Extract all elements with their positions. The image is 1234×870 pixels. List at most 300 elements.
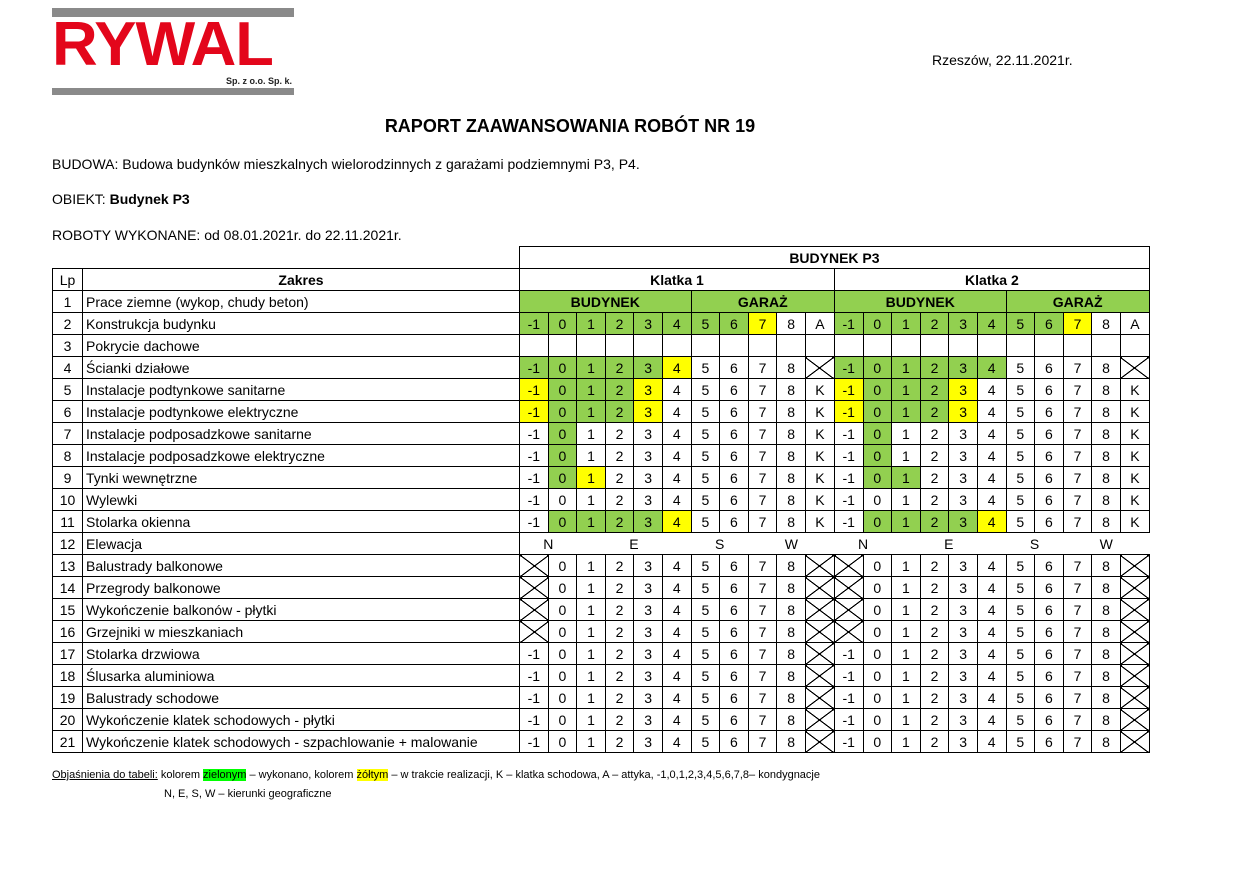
table-row: [53, 445, 1150, 467]
floor-cell: 4: [977, 599, 1006, 621]
row-zakres: Wykończenie klatek schodowych - szpachlowanie + malowanie: [83, 731, 520, 753]
floor-cell: 8: [1092, 665, 1121, 687]
empty-cell: [920, 335, 949, 357]
row-zakres: Przegrody balkonowe: [83, 577, 520, 599]
row-lp: 10: [53, 489, 83, 511]
floor-cell: 5: [1006, 313, 1035, 335]
header-lp: Lp: [53, 269, 83, 291]
floor-cell: 4: [662, 313, 691, 335]
row-lp: 6: [53, 401, 83, 423]
crossed-cell: [1120, 709, 1149, 731]
empty-cell: [892, 335, 921, 357]
floor-cell: 5: [1006, 489, 1035, 511]
floor-cell: 3: [949, 401, 978, 423]
header-klatka-2: Klatka 2: [834, 269, 1149, 291]
floor-cell: 1: [892, 467, 921, 489]
floor-cell: 5: [691, 467, 720, 489]
floor-cell: 0: [548, 313, 577, 335]
floor-cell: 6: [1035, 599, 1064, 621]
row-zakres: Tynki wewnętrzne: [83, 467, 520, 489]
floor-cell: K: [1120, 467, 1149, 489]
floor-cell: K: [1120, 423, 1149, 445]
floor-cell: 0: [863, 577, 892, 599]
floor-cell: -1: [834, 401, 863, 423]
floor-cell: 8: [1092, 511, 1121, 533]
row-lp: 5: [53, 379, 83, 401]
crossed-cell: [834, 577, 863, 599]
floor-cell: 5: [1006, 511, 1035, 533]
floor-cell: 4: [977, 643, 1006, 665]
floor-cell: 2: [920, 599, 949, 621]
row-lp: 16: [53, 621, 83, 643]
floor-cell: 5: [691, 401, 720, 423]
floor-cell: 5: [691, 687, 720, 709]
floor-cell: 7: [1063, 555, 1092, 577]
floor-cell: K: [805, 511, 834, 533]
crossed-cell: [520, 577, 549, 599]
floor-cell: 0: [548, 577, 577, 599]
table-row: [53, 401, 1150, 423]
table-row: [53, 423, 1150, 445]
floor-cell: 1: [892, 511, 921, 533]
empty-cell: [748, 335, 777, 357]
floor-cell: 1: [892, 577, 921, 599]
floor-cell: 6: [720, 687, 749, 709]
empty-cell: [634, 335, 663, 357]
floor-cell: 5: [1006, 379, 1035, 401]
empty-cell: [949, 335, 978, 357]
floor-cell: -1: [834, 709, 863, 731]
group-garaz: GARAŻ: [1006, 291, 1149, 313]
row-lp: 12: [53, 533, 83, 555]
legend-line-1: [52, 769, 820, 781]
floor-cell: 8: [1092, 621, 1121, 643]
floor-cell: 0: [863, 687, 892, 709]
floor-cell: -1: [520, 379, 549, 401]
floor-cell: 5: [691, 731, 720, 753]
floor-cell: 6: [720, 511, 749, 533]
floor-cell: 6: [720, 467, 749, 489]
empty-cell: [805, 335, 834, 357]
row-zakres: Pokrycie dachowe: [83, 335, 520, 357]
floor-cell: 4: [662, 401, 691, 423]
floor-cell: 3: [949, 511, 978, 533]
floor-cell: 1: [892, 731, 921, 753]
floor-cell: 8: [777, 731, 806, 753]
report-date: Rzeszów, 22.11.2021r.: [932, 52, 1073, 68]
floor-cell: 5: [1006, 643, 1035, 665]
floor-cell: 4: [662, 731, 691, 753]
floor-cell: 8: [777, 357, 806, 379]
floor-cell: 4: [977, 489, 1006, 511]
floor-cell: 2: [605, 489, 634, 511]
floor-cell: 3: [634, 313, 663, 335]
floor-cell: 1: [577, 489, 606, 511]
floor-cell: 3: [634, 445, 663, 467]
floor-cell: 6: [1035, 313, 1064, 335]
crossed-cell: [1120, 687, 1149, 709]
row-zakres: Konstrukcja budynku: [83, 313, 520, 335]
legend-text-1: kolorem: [157, 769, 204, 781]
floor-cell: 4: [977, 511, 1006, 533]
floor-cell: 7: [748, 313, 777, 335]
empty-cell: [977, 335, 1006, 357]
empty-cell: [520, 335, 549, 357]
floor-cell: 0: [548, 489, 577, 511]
floor-cell: 2: [605, 665, 634, 687]
logo-wordmark: RYWAL: [52, 10, 273, 79]
floor-cell: 1: [577, 379, 606, 401]
row-zakres: Wylewki: [83, 489, 520, 511]
obiekt-line: [52, 191, 190, 207]
floor-cell: 1: [892, 709, 921, 731]
floor-cell: 0: [548, 599, 577, 621]
floor-cell: K: [805, 445, 834, 467]
table-row: [53, 379, 1150, 401]
floor-cell: -1: [520, 423, 549, 445]
floor-cell: 6: [1035, 643, 1064, 665]
floor-cell: 4: [662, 423, 691, 445]
floor-cell: 3: [949, 489, 978, 511]
floor-cell: 1: [892, 489, 921, 511]
floor-cell: 4: [662, 445, 691, 467]
row-lp: 18: [53, 665, 83, 687]
floor-cell: 6: [720, 401, 749, 423]
crossed-cell: [805, 687, 834, 709]
floor-cell: 3: [634, 709, 663, 731]
floor-cell: K: [1120, 445, 1149, 467]
floor-cell: 8: [1092, 401, 1121, 423]
row-zakres: Stolarka okienna: [83, 511, 520, 533]
floor-cell: 6: [1035, 731, 1064, 753]
floor-cell: 7: [748, 643, 777, 665]
floor-cell: 8: [777, 665, 806, 687]
floor-cell: A: [1120, 313, 1149, 335]
floor-cell: 0: [863, 313, 892, 335]
empty-cell: [1120, 335, 1149, 357]
floor-cell: 8: [777, 555, 806, 577]
crossed-cell: [1120, 599, 1149, 621]
floor-cell: 8: [1092, 313, 1121, 335]
floor-cell: 7: [748, 379, 777, 401]
floor-cell: 2: [605, 401, 634, 423]
floor-cell: 0: [863, 555, 892, 577]
floor-cell: 6: [720, 643, 749, 665]
floor-cell: 6: [720, 313, 749, 335]
table-row: [53, 665, 1150, 687]
row-lp: 19: [53, 687, 83, 709]
floor-cell: 8: [777, 489, 806, 511]
floor-cell: -1: [834, 467, 863, 489]
floor-cell: 4: [662, 357, 691, 379]
floor-cell: 8: [777, 379, 806, 401]
direction-cell: W: [784, 535, 798, 552]
floor-cell: 4: [662, 621, 691, 643]
floor-cell: -1: [834, 731, 863, 753]
floor-cell: 6: [720, 555, 749, 577]
floor-cell: 5: [691, 709, 720, 731]
floor-cell: 0: [548, 643, 577, 665]
budowa-line: BUDOWA: Budowa budynków mieszkalnych wielorodzinnych z garażami podziemnymi P3, P4.: [52, 156, 640, 172]
floor-cell: 8: [777, 621, 806, 643]
floor-cell: 3: [634, 555, 663, 577]
row-lp: 15: [53, 599, 83, 621]
empty-cell: [691, 335, 720, 357]
floor-cell: 1: [577, 577, 606, 599]
floor-cell: 1: [577, 445, 606, 467]
table-row: [53, 643, 1150, 665]
floor-cell: 5: [691, 621, 720, 643]
empty-cell: [1063, 335, 1092, 357]
floor-cell: 3: [634, 357, 663, 379]
row-zakres: Wykończenie klatek schodowych - płytki: [83, 709, 520, 731]
floor-cell: 0: [548, 445, 577, 467]
row-zakres: Grzejniki w mieszkaniach: [83, 621, 520, 643]
legend-line-2: N, E, S, W – kierunki geograficzne: [164, 788, 332, 800]
floor-cell: 5: [1006, 709, 1035, 731]
floor-cell: 4: [977, 357, 1006, 379]
floor-cell: 3: [949, 577, 978, 599]
row-zakres: Prace ziemne (wykop, chudy beton): [83, 291, 520, 313]
floor-cell: 0: [548, 467, 577, 489]
floor-cell: 3: [949, 555, 978, 577]
floor-cell: 0: [548, 621, 577, 643]
floor-cell: -1: [520, 357, 549, 379]
floor-cell: 4: [977, 731, 1006, 753]
header-row-building: [53, 247, 1150, 269]
floor-cell: 2: [920, 489, 949, 511]
floor-cell: 6: [1035, 357, 1064, 379]
row-zakres: Balustrady schodowe: [83, 687, 520, 709]
floor-cell: 0: [548, 665, 577, 687]
floor-cell: 1: [577, 621, 606, 643]
empty-cell: [1035, 335, 1064, 357]
floor-cell: 6: [720, 357, 749, 379]
floor-cell: 2: [920, 467, 949, 489]
floor-cell: K: [805, 489, 834, 511]
floor-cell: 7: [748, 555, 777, 577]
floor-cell: -1: [834, 687, 863, 709]
floor-cell: -1: [834, 665, 863, 687]
floor-cell: K: [1120, 489, 1149, 511]
floor-cell: -1: [834, 313, 863, 335]
floor-cell: 3: [634, 687, 663, 709]
floor-cell: 3: [634, 401, 663, 423]
floor-cell: 7: [748, 687, 777, 709]
floor-cell: 7: [748, 423, 777, 445]
floor-cell: 5: [691, 577, 720, 599]
floor-cell: 7: [1063, 511, 1092, 533]
floor-cell: 3: [949, 599, 978, 621]
floor-cell: 8: [777, 313, 806, 335]
floor-cell: 6: [720, 577, 749, 599]
legend-text-3: – w trakcie realizacji, K – klatka schodowa, A – attyka, -1,0,1,2,3,4,5,6,7,8– kondygnacje: [388, 769, 820, 781]
floor-cell: 2: [920, 401, 949, 423]
empty-cell: [662, 335, 691, 357]
floor-cell: 2: [605, 555, 634, 577]
floor-cell: 8: [777, 599, 806, 621]
direction-cell: E: [944, 535, 954, 552]
floor-cell: 8: [1092, 731, 1121, 753]
floor-cell: 7: [1063, 357, 1092, 379]
floor-cell: 3: [634, 643, 663, 665]
crossed-cell: [805, 577, 834, 599]
floor-cell: 7: [748, 577, 777, 599]
floor-cell: -1: [834, 445, 863, 467]
floor-cell: 7: [748, 467, 777, 489]
floor-cell: 1: [892, 423, 921, 445]
table-row: [53, 357, 1150, 379]
floor-cell: 2: [920, 445, 949, 467]
floor-cell: 8: [1092, 555, 1121, 577]
floor-cell: 0: [548, 357, 577, 379]
table-row: [53, 313, 1150, 335]
floor-cell: 1: [577, 313, 606, 335]
floor-cell: 0: [863, 467, 892, 489]
legend-yellow-word: żółtym: [356, 769, 389, 781]
floor-cell: 4: [662, 379, 691, 401]
floor-cell: 2: [605, 687, 634, 709]
crossed-cell: [805, 555, 834, 577]
floor-cell: 8: [1092, 599, 1121, 621]
floor-cell: 0: [863, 731, 892, 753]
floor-cell: 8: [1092, 467, 1121, 489]
floor-cell: 5: [1006, 599, 1035, 621]
row-lp: 11: [53, 511, 83, 533]
floor-cell: 6: [720, 423, 749, 445]
floor-cell: 8: [777, 709, 806, 731]
floor-cell: 3: [949, 313, 978, 335]
floor-cell: 7: [1063, 621, 1092, 643]
floor-cell: 3: [634, 511, 663, 533]
floor-cell: K: [805, 379, 834, 401]
table-row: [53, 621, 1150, 643]
floor-cell: 7: [1063, 665, 1092, 687]
floor-cell: 2: [605, 379, 634, 401]
floor-cell: 1: [892, 555, 921, 577]
floor-cell: 1: [892, 621, 921, 643]
floor-cell: 0: [548, 423, 577, 445]
floor-cell: 1: [577, 599, 606, 621]
floor-cell: 1: [577, 709, 606, 731]
floor-cell: 3: [949, 665, 978, 687]
floor-cell: 4: [977, 401, 1006, 423]
floor-cell: 3: [949, 379, 978, 401]
floor-cell: -1: [834, 423, 863, 445]
floor-cell: 2: [605, 467, 634, 489]
floor-cell: 6: [720, 709, 749, 731]
direction-cell: W: [1099, 535, 1113, 552]
crossed-cell: [1120, 665, 1149, 687]
floor-cell: 4: [662, 489, 691, 511]
row-lp: 9: [53, 467, 83, 489]
row-lp: 2: [53, 313, 83, 335]
floor-cell: -1: [834, 643, 863, 665]
floor-cell: 0: [548, 401, 577, 423]
floor-cell: 2: [605, 423, 634, 445]
floor-cell: 8: [1092, 423, 1121, 445]
row-zakres: Instalacje podtynkowe sanitarne: [83, 379, 520, 401]
floor-cell: 4: [977, 665, 1006, 687]
table-row: [53, 291, 1150, 313]
floor-cell: 3: [949, 423, 978, 445]
floor-cell: K: [1120, 379, 1149, 401]
floor-cell: 6: [1035, 511, 1064, 533]
floor-cell: 7: [1063, 731, 1092, 753]
floor-cell: 7: [748, 621, 777, 643]
floor-cell: 5: [1006, 731, 1035, 753]
floor-cell: 4: [977, 379, 1006, 401]
floor-cell: -1: [520, 665, 549, 687]
floor-cell: 2: [920, 511, 949, 533]
floor-cell: 5: [1006, 577, 1035, 599]
empty-cell: [834, 335, 863, 357]
table-row: [53, 533, 1150, 555]
floor-cell: -1: [520, 687, 549, 709]
floor-cell: 1: [577, 401, 606, 423]
floor-cell: 4: [662, 643, 691, 665]
floor-cell: 5: [691, 643, 720, 665]
legend-label: Objaśnienia do tabeli:: [52, 769, 158, 781]
floor-cell: 1: [892, 357, 921, 379]
floor-cell: -1: [520, 511, 549, 533]
floor-cell: 4: [662, 467, 691, 489]
empty-cell: [1092, 335, 1121, 357]
floor-cell: 1: [577, 511, 606, 533]
floor-cell: 3: [949, 709, 978, 731]
floor-cell: 5: [691, 357, 720, 379]
floor-cell: 6: [720, 621, 749, 643]
floor-cell: 8: [777, 511, 806, 533]
floor-cell: 2: [605, 357, 634, 379]
empty-cell: [863, 335, 892, 357]
floor-cell: 6: [720, 489, 749, 511]
legend-text-2: – wykonano, kolorem: [246, 769, 357, 781]
floor-cell: 4: [662, 577, 691, 599]
floor-cell: 8: [777, 423, 806, 445]
floor-cell: 6: [1035, 577, 1064, 599]
floor-cell: 1: [892, 687, 921, 709]
floor-cell: 6: [720, 379, 749, 401]
floor-cell: 5: [1006, 621, 1035, 643]
floor-cell: 4: [977, 445, 1006, 467]
floor-cell: 6: [1035, 555, 1064, 577]
floor-cell: 0: [863, 423, 892, 445]
floor-cell: 0: [863, 709, 892, 731]
row-lp: 20: [53, 709, 83, 731]
floor-cell: 8: [777, 643, 806, 665]
floor-cell: 0: [863, 665, 892, 687]
header-empty: [53, 247, 520, 269]
floor-cell: 8: [1092, 687, 1121, 709]
floor-cell: 5: [691, 555, 720, 577]
floor-cell: 2: [605, 445, 634, 467]
floor-cell: 6: [1035, 423, 1064, 445]
floor-cell: 8: [777, 687, 806, 709]
floor-cell: 2: [605, 643, 634, 665]
empty-cell: [605, 335, 634, 357]
group-garaz: GARAŻ: [691, 291, 834, 313]
floor-cell: 0: [548, 731, 577, 753]
crossed-cell: [1120, 643, 1149, 665]
floor-cell: 4: [977, 621, 1006, 643]
floor-cell: 1: [577, 467, 606, 489]
floor-cell: -1: [520, 313, 549, 335]
floor-cell: K: [805, 401, 834, 423]
floor-cell: -1: [834, 511, 863, 533]
floor-cell: 6: [1035, 445, 1064, 467]
floor-cell: 7: [1063, 445, 1092, 467]
